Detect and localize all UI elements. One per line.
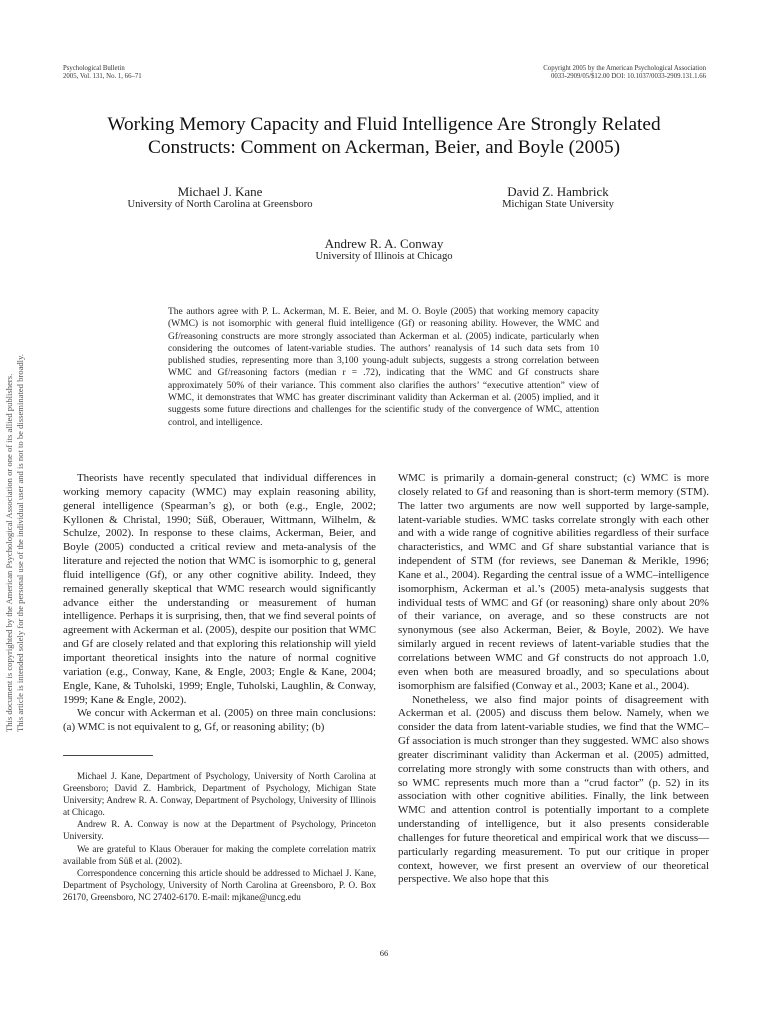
body-paragraph: Nonetheless, we also find major points of disagreement with Ackerman et al. (2005) and discuss them below. Namely, when we consider the data from latent-variable studies, we find that the WMC–Gf association is much stronger than they suggested. WMC also shows greater discriminant validity than Ackerman et al. (2005) admitted, correlating more strongly with some constructs than with others, and so WMC represents much more than a “crud factor” (p. 52) in its association with other cognitive abilities. Finally, the link between WMC and attention control is potentially important to a complete understanding of intelligence, but it also presents considerable challenges for future theoretical and empirical work that we discuss—particularly regarding measurement. To put our critique in proper context, however, we first present an overview of our theoretical perspective. We also hope that this	[398, 693, 709, 886]
copyright-header	[543, 65, 706, 81]
author-block	[438, 184, 678, 211]
footnote-paragraph: Correspondence concerning this article should be addressed to Michael J. Kane, Department of Psychology, University of North Carolina at Greensboro, P. O. Box 26170, Greensboro, NC 27402-6170. E-mail: mjkane@uncg.edu	[63, 867, 376, 902]
body-paragraph: We concur with Ackerman et al. (2005) on three main conclusions: (a) WMC is not equivalent to g, Gf, or reasoning ability; (b)	[63, 707, 376, 734]
journal-name: Psychological Bulletin	[63, 65, 125, 72]
body-paragraph: Theorists have recently speculated that individual differences in working memory capacity (WMC) may explain reasoning ability, general intelligence (Spearman’s g), or both (e.g., Engle, 2002; Kyllonen & Christal, 1990; Süß, Oberauer, Wittmann, Wilhelm, & Schulze, 2002). In response to these claims, Ackerman, Beier, and Boyle (2005) conducted a critical review and meta-analysis of the literature and rejected the notion that WMC is isomorphic to g, general fluid intelligence (Gf), or any other cognitive ability. Indeed, they remained generally skeptical that WMC research would significantly advance either the understanding or measurement of human intelligence. Perhaps it is surprising, then, that we find several points of agreement with Ackerman et al. (2005), despite our position that WMC and Gf are closely related and that exploring this relationship will yield important theoretical insights into the nature of normal cognitive variation (e.g., Conway, Kane, & Engle, 2003; Engle & Kane, 2004; Engle, Kane, & Tuholski, 1999; Engle, Tuholski, Laughlin, & Conway, 1999; Kane & Engle, 2002).	[63, 472, 376, 706]
author-affiliation: University of North Carolina at Greensboro	[127, 199, 313, 210]
body-column-left	[63, 472, 376, 735]
footnote-paragraph: Michael J. Kane, Department of Psychology, University of North Carolina at Greensboro; David Z. Hambrick, Department of Psychology, Michigan State University; Andrew R. A. Conway, Department of Psychology, University of Illinois at Chicago.	[63, 771, 376, 818]
author-name: Michael J. Kane	[177, 184, 263, 199]
author-affiliation: University of Illinois at Chicago	[315, 251, 453, 262]
body-column-right	[398, 472, 709, 887]
article-title	[60, 113, 708, 159]
side-notice-line-1: This document is copyrighted by the American Psychological Association or one of its allied publishers.	[4, 373, 14, 732]
body-paragraph: WMC is primarily a domain-general construct; (c) WMC is more closely related to Gf and reasoning than is short-term memory (STM). The latter two arguments are now well supported by large-sample, latent-variable studies. WMC tasks correlate strongly with each other and with a wide range of cognitive abilities regardless of their surface characteristics, and WMC and Gf share substantial variance that is independent of STM (for reviews, see Daneman & Merikle, 1996; Kane et al., 2004). Regarding the central issue of a WMC–intelligence isomorphism, Ackerman et al.’s (2005) meta-analysis suggests that individual tests of WMC and Gf (or reasoning) share only about 20% of their variance, on average, and so these constructs are not synonymous (see also Ackerman, Beier, & Boyle, 2002). We have similarly argued in recent reviews of latent-variable studies that the correlations between WMC and Gf constructs do not approach 1.0, even when both are measured broadly, and so speculations about isomorphism are falsified (Conway et al., 2003; Kane et al., 2004).	[398, 472, 709, 692]
page-number: 66	[379, 948, 389, 958]
copyright-line: Copyright 2005 by the American Psychological Association	[543, 65, 706, 72]
author-block	[100, 184, 340, 211]
side-notice-line-2: This article is intended solely for the personal use of the individual user and is not to be disseminated broadly.	[15, 354, 25, 732]
title-line-2: Constructs: Comment on Ackerman, Beier, and Boyle (2005)	[147, 137, 621, 158]
title-line-1: Working Memory Capacity and Fluid Intelligence Are Strongly Related	[107, 114, 661, 135]
journal-header	[63, 65, 142, 81]
footnote-paragraph: Andrew R. A. Conway is now at the Department of Psychology, Princeton University.	[63, 819, 376, 842]
author-name: David Z. Hambrick	[507, 184, 609, 199]
footnote-divider	[63, 755, 153, 756]
abstract: The authors agree with P. L. Ackerman, M. E. Beier, and M. O. Boyle (2005) that working memory capacity (WMC) is not isomorphic with general fluid intelligence (Gf) or reasoning ability. However, the WMC and Gf/reasoning constructs are more strongly associated than Ackerman et al. (2005) indicate, particularly when considering the outcomes of latent-variable studies. The authors’ reanalysis of 14 such data sets from 10 published studies, representing more than 3,100 young-adult subjects, suggests a strong correlation between WMC and Gf/reasoning factors (median r = .72), indicating that the WMC and Gf constructs share approximately 50% of their variance. This comment also clarifies the authors’ “executive attention” view of WMC, it demonstrates that WMC has greater discriminant validity than Ackerman et al. (2005) implied, and it suggests some future directions and challenges for the scientific study of the convergence of WMC, attention control, and intelligence.	[168, 307, 599, 428]
author-name: Andrew R. A. Conway	[324, 236, 444, 251]
journal-volume: 2005, Vol. 131, No. 1, 66–71	[63, 73, 142, 80]
author-block	[264, 236, 504, 263]
copyright-side-notice	[4, 282, 25, 732]
doi-line: 0033-2909/05/$12.00 DOI: 10.1037/0033-2909.131.1.66	[550, 73, 706, 80]
author-affiliation: Michigan State University	[502, 199, 614, 210]
footnote-paragraph: We are grateful to Klaus Oberauer for making the complete correlation matrix available from Süß et al. (2002).	[63, 843, 376, 866]
author-note	[63, 770, 376, 903]
